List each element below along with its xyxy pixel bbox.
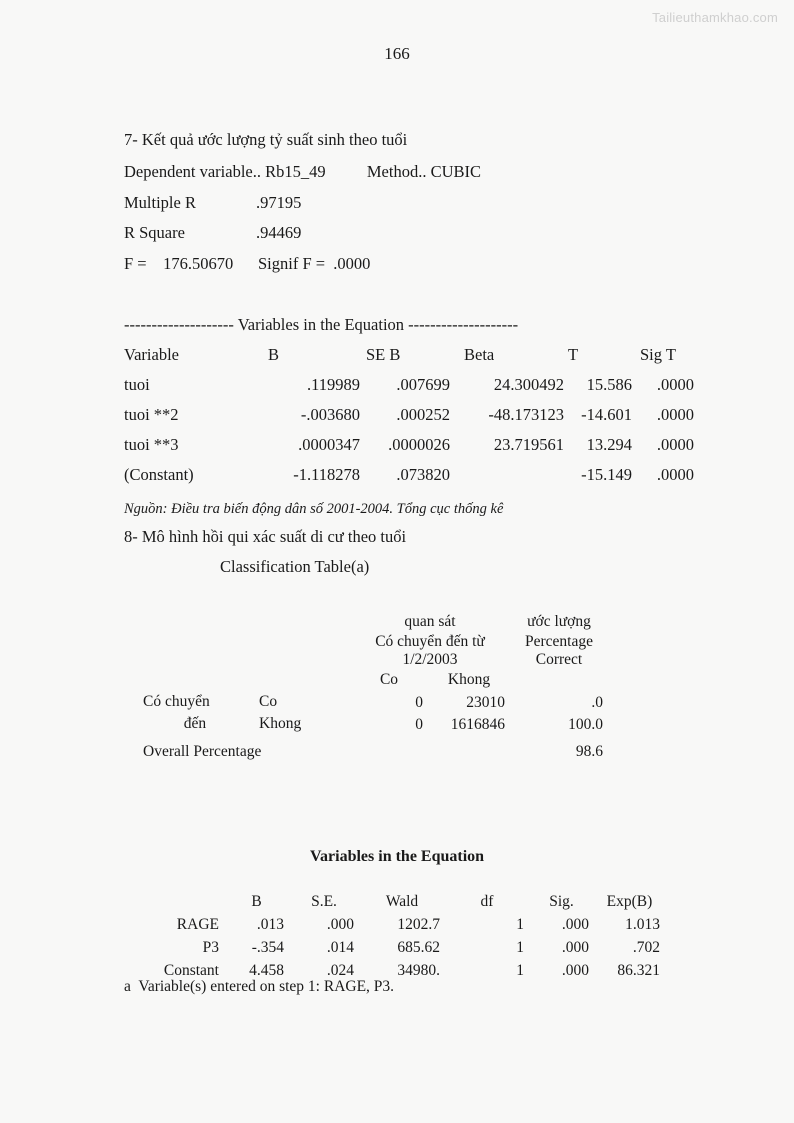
veq-row-name: Constant bbox=[163, 962, 219, 979]
veq-row-name: RAGE bbox=[176, 916, 219, 933]
spacer bbox=[124, 280, 670, 310]
source-citation: Nguồn: Điều tra biến động dân số 2001-2004. Tổng cục thống kê bbox=[124, 501, 504, 517]
row-group-label-line2: đến bbox=[183, 715, 207, 732]
row-beta: 24.300492 bbox=[493, 375, 564, 394]
section-7-heading: 7- Kết quả ước lượng tỷ suất sinh theo tuổi bbox=[124, 130, 408, 149]
equation-table-row bbox=[124, 400, 694, 430]
table-header-row bbox=[124, 612, 608, 632]
row-sig-t: .0000 bbox=[656, 405, 694, 424]
veq-row-sig: .000 bbox=[561, 916, 589, 933]
equation-table-row bbox=[124, 370, 694, 400]
equation-table-header bbox=[124, 340, 676, 370]
variables-equation-table bbox=[124, 890, 665, 982]
veq-header-exp-b: Exp(B) bbox=[606, 893, 653, 910]
classification-table bbox=[124, 612, 608, 766]
row-t: 13.294 bbox=[586, 435, 632, 454]
row-group-label bbox=[143, 691, 247, 735]
table-row bbox=[124, 690, 608, 738]
table-row bbox=[124, 913, 665, 936]
equation-table-row bbox=[124, 430, 694, 460]
veq-row-exp-b: 86.321 bbox=[617, 962, 660, 979]
cell-co-value: 0 bbox=[415, 716, 423, 733]
header-se-b: SE B bbox=[366, 345, 401, 364]
row-b: .119989 bbox=[306, 375, 360, 394]
overall-percentage-label-cell bbox=[124, 738, 350, 766]
header-khong: Khong bbox=[447, 671, 491, 688]
page-number: 166 bbox=[384, 44, 410, 63]
cell-pct-values bbox=[510, 690, 608, 738]
cell-co-values bbox=[350, 690, 428, 738]
row-beta: -48.173123 bbox=[488, 405, 564, 424]
variables-equation-separator: -------------------- Variables in the Equation -------------------- bbox=[124, 315, 519, 334]
overall-co-cell bbox=[350, 738, 428, 766]
row-t: -14.601 bbox=[581, 405, 632, 424]
cell-khong-value: 1616846 bbox=[450, 716, 506, 733]
overall-percentage-label: Overall Percentage bbox=[143, 743, 262, 760]
cell-khong-value: 23010 bbox=[466, 694, 506, 711]
veq-header-se: S.E. bbox=[311, 893, 337, 910]
veq-row-wald: 685.62 bbox=[397, 939, 440, 956]
header-observed-sub: Có chuyển đến từ 1/2/2003 bbox=[375, 633, 485, 668]
classification-corner-cell bbox=[124, 612, 350, 690]
row-se-b: .0000026 bbox=[388, 435, 450, 454]
f-statistic-line: F = 176.50670 Signif F = .0000 bbox=[124, 254, 371, 273]
row-variable: tuoi bbox=[124, 375, 150, 394]
row-t: -15.149 bbox=[581, 465, 632, 484]
table-footnote: a Variable(s) entered on step 1: RAGE, P3. bbox=[124, 978, 395, 995]
multiple-r-value: .97195 bbox=[256, 193, 302, 212]
row-variable: tuoi **3 bbox=[124, 435, 179, 454]
veq-header-sig: Sig. bbox=[549, 893, 574, 910]
header-beta: Beta bbox=[464, 345, 495, 364]
veq-corner-cell bbox=[124, 890, 224, 913]
variables-equation-title: Variables in the Equation bbox=[309, 848, 485, 865]
row-sig-t: .0000 bbox=[656, 435, 694, 454]
equation-table-row bbox=[124, 460, 694, 490]
header-predicted-group: ước lượng bbox=[527, 613, 591, 630]
header-b: B bbox=[268, 345, 280, 364]
header-sig-t: Sig T bbox=[640, 345, 676, 364]
veq-row-se: .024 bbox=[326, 962, 354, 979]
overall-percentage-value: 98.6 bbox=[575, 743, 604, 760]
header-co: Co bbox=[379, 671, 399, 688]
row-b: .0000347 bbox=[298, 435, 360, 454]
header-t: T bbox=[568, 345, 579, 364]
row-sub-label-khong: Khong bbox=[259, 715, 302, 732]
row-b: -.003680 bbox=[300, 405, 360, 424]
overall-khong-cell bbox=[428, 738, 510, 766]
veq-row-b: .013 bbox=[256, 916, 284, 933]
veq-row-wald: 1202.7 bbox=[397, 916, 440, 933]
header-variable: Variable bbox=[124, 345, 179, 364]
row-group-label-line1: Có chuyển bbox=[143, 693, 210, 710]
row-variable: tuoi **2 bbox=[124, 405, 179, 424]
veq-row-b: -.354 bbox=[251, 939, 284, 956]
veq-row-sig: .000 bbox=[561, 939, 589, 956]
veq-header-wald: Wald bbox=[385, 893, 419, 910]
veq-row-df: 1 bbox=[516, 916, 524, 933]
row-t: 15.586 bbox=[586, 375, 632, 394]
header-spacer-cell bbox=[510, 670, 608, 690]
veq-row-df: 1 bbox=[516, 939, 524, 956]
row-group-label-cell bbox=[124, 690, 350, 738]
row-variable: (Constant) bbox=[124, 465, 194, 484]
cell-khong-values bbox=[428, 690, 510, 738]
multiple-r-label: Multiple R bbox=[124, 193, 196, 212]
veq-row-se: .000 bbox=[326, 916, 354, 933]
row-sub-label-co: Co bbox=[259, 693, 278, 710]
veq-row-sig: .000 bbox=[561, 962, 589, 979]
header-predicted-sub: Percentage Correct bbox=[525, 633, 594, 668]
veq-row-b: 4.458 bbox=[249, 962, 284, 979]
r-square-row bbox=[124, 218, 670, 248]
row-se-b: .073820 bbox=[396, 465, 450, 484]
table-header-row bbox=[124, 890, 665, 913]
veq-header-b: B bbox=[251, 893, 262, 910]
dependent-variable-line: Dependent variable.. Rb15_49 Method.. CUBIC bbox=[124, 162, 481, 181]
r-square-label: R Square bbox=[124, 223, 185, 242]
veq-header-df: df bbox=[480, 893, 494, 910]
r-square-value: .94469 bbox=[256, 223, 302, 242]
classification-table-title: Classification Table(a) bbox=[220, 557, 370, 576]
document-body bbox=[124, 124, 694, 582]
table-row bbox=[124, 936, 665, 959]
veq-row-wald: 34980. bbox=[397, 962, 440, 979]
row-beta: 23.719561 bbox=[493, 435, 564, 454]
veq-row-name: P3 bbox=[202, 939, 219, 956]
row-sig-t: .0000 bbox=[656, 375, 694, 394]
veq-row-se: .014 bbox=[326, 939, 354, 956]
veq-row-exp-b: .702 bbox=[632, 939, 660, 956]
site-watermark: Tailieuthamkhao.com bbox=[652, 10, 778, 25]
cell-pct-value: 100.0 bbox=[568, 716, 604, 733]
cell-co-value: 0 bbox=[415, 694, 423, 711]
multiple-r-row bbox=[124, 188, 670, 218]
row-se-b: .000252 bbox=[396, 405, 450, 424]
veq-row-exp-b: 1.013 bbox=[625, 916, 660, 933]
cell-pct-value: .0 bbox=[591, 694, 604, 711]
section-8-heading: 8- Mô hình hồi qui xác suất di cư theo tuổi bbox=[124, 527, 407, 546]
veq-row-df: 1 bbox=[516, 962, 524, 979]
header-observed-group: quan sát bbox=[404, 613, 456, 630]
table-row bbox=[124, 738, 608, 766]
row-b: -1.118278 bbox=[293, 465, 360, 484]
row-sig-t: .0000 bbox=[656, 465, 694, 484]
row-se-b: .007699 bbox=[396, 375, 450, 394]
